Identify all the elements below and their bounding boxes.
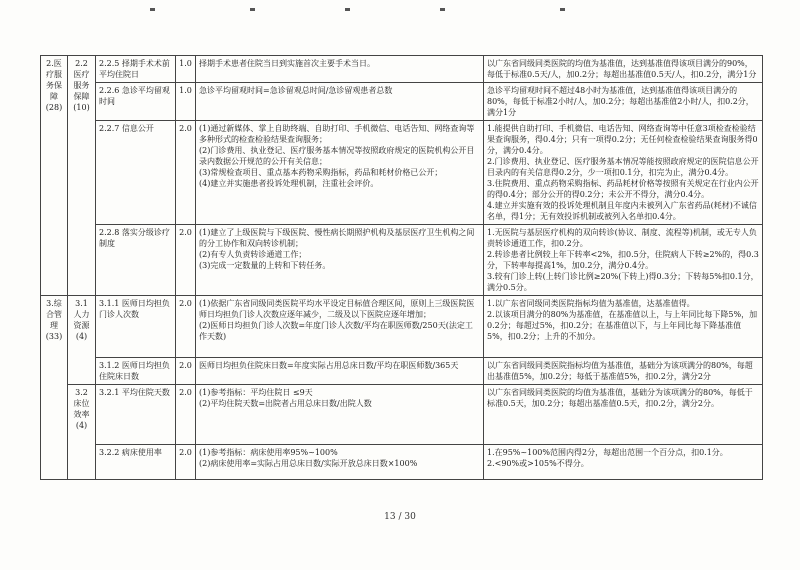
evaluation-table — [40, 55, 763, 480]
scan-mark — [150, 8, 155, 11]
scan-mark — [250, 8, 255, 11]
item-definition — [196, 83, 484, 121]
cell-line: (3)常规检查项目、重点基本药物采购指标，药品和耗材价格已公开； — [199, 168, 443, 177]
item-criteria — [484, 121, 763, 225]
cell-line: (2)平均住院天数=出院者占用总床日数/出院人数 — [199, 399, 372, 408]
cell-line: 1.在95%~100%范围内得2分，每超出范围一个百分点，扣0.1分。 — [487, 448, 728, 457]
item-criteria — [484, 358, 763, 385]
item-definition — [196, 225, 484, 296]
cell-line: 1.以广东省同级同类医院指标均值为基准值，达基准值得。 — [487, 299, 695, 308]
cell-line: 2.<90%或>105%不得分。 — [487, 459, 589, 468]
item-criteria — [484, 56, 763, 83]
item-score: 2.0 — [176, 296, 196, 358]
item-criteria — [484, 385, 763, 445]
cell-line: 3.较有门诊上转(上转门诊比例≥20%(下转上)得0.3分；下转每5%扣0.1分，满分0.5分。 — [487, 272, 759, 292]
item-definition — [196, 56, 484, 83]
item-definition — [196, 358, 484, 385]
cell-line: (1)建立了上级医院与下级医院、慢性病长期照护机构及基层医疗卫生机构之间的分工协作和双向转诊机制； — [199, 228, 475, 248]
cell-line: (3)完成一定数量的上转和下转任务。 — [199, 261, 331, 270]
page-number: 13 / 30 — [384, 512, 416, 522]
table-row — [41, 83, 763, 121]
cell-line: (1)依据广东省同级同类医院平均水平设定目标值合理区间，原则上三级医院医师日均担负门诊人次数应逐年减少，二级及以下医院应逐年增加； — [199, 299, 475, 319]
cell-line: 2.转诊患者比例较上年下转率<2%，扣0.5分，住院病人下转≥2%的，得0.3分，下转率每提高1%，加0.2分，满分0.4分。 — [487, 250, 759, 270]
cell-line: (1)参考指标：病床使用率95%~100% — [199, 448, 338, 457]
item-criteria — [484, 445, 763, 480]
item-definition — [196, 296, 484, 358]
item-code: 3.1.1 医师日均担负门诊人次数 — [96, 296, 176, 358]
item-code: 2.2.7 信息公开 — [96, 121, 176, 225]
item-code: 3.2.1 平均住院天数 — [96, 385, 176, 445]
item-definition — [196, 385, 484, 445]
cell-line: (1)参考指标：平均住院日 ≤9天 — [199, 388, 313, 397]
item-score: 1.0 — [176, 56, 196, 83]
table-row — [41, 445, 763, 480]
cell-line: (2)有专人负责转诊通道工作； — [199, 250, 307, 259]
cell-line: 择期手术患者住院当日到实施首次主要手术当日。 — [199, 59, 375, 68]
cell-line: 以广东省同级同类医院的均值为基准值，达到基准值得该项目满分的90%，每低于标准0.5天/人，加0.2分；每超出基准值0.5天/人，扣0.2分，满分1分 — [487, 59, 757, 79]
item-code: 2.2.5 择期手术术前平均住院日 — [96, 56, 176, 83]
cell-line: (4)建立并实施患者投诉处理机制，注重社会评价。 — [199, 179, 379, 188]
item-score: 2.0 — [176, 225, 196, 296]
item-score: 2.0 — [176, 385, 196, 445]
scan-mark — [345, 8, 350, 11]
cell-line: (2)医师日均担负门诊人次数=年度门诊人次数/平均在职医师数/250天(法定工作天数) — [199, 321, 473, 341]
cell-line: 4.建立并实施有效的投诉处理机制且年度内未被列入广东省药品(耗材)不诚信名单，得1分；无有效投诉机制或被列入名单扣0.4分。 — [487, 201, 757, 221]
table-row — [41, 358, 763, 385]
table-row — [41, 385, 763, 445]
subcategory-cell: 2.2 医疗服务保障(10) — [68, 56, 96, 296]
cell-line: 2.以该项目满分的80%为基准值，在基准值以上，与上年同比每下降5%，加0.2分；每超过5%，扣0.2分；在基准值以下，与上年同比每下降基准值5%，扣0.2分；上升的不加分。 — [487, 310, 758, 341]
subcategory-cell: 3.2 床位效率(4) — [68, 385, 96, 480]
cell-line: (1)通过新媒体、掌上自助终端、自助打印、手机微信、电话告知、网络查询等多种形式的检查检验结果查询服务； — [199, 124, 475, 144]
cell-line: (2)门诊费用、执业登记、医疗服务基本情况等按照政府规定的医院机构公开目录内数据公开规范的公开有关信息； — [199, 146, 475, 166]
cell-line: 1.能提供自助打印、手机微信、电话告知、网络查询等中任意3项检查检验结果查询服务，得0.4分；只有一项得0.2分；无任何检查检验结果查询服务得0分，满分0.4分。 — [487, 124, 758, 155]
item-code: 3.2.2 病床使用率 — [96, 445, 176, 480]
cell-line: 以广东省同级同类医院指标均值为基准值，基础分为该项满分的80%，每超出基准值5%，加0.2分；每低于基准值5%，扣0.2分，满分2分 — [487, 361, 753, 381]
cell-line: 以广东省同级同类医院的均值为基准值，基础分为该项满分的80%，每低于标准0.5天，加0.2分；每超出基准值0.5天，扣0.2分，满分2分。 — [487, 388, 753, 408]
item-code: 2.2.6 急诊平均留观时间 — [96, 83, 176, 121]
table-row — [41, 56, 763, 83]
category-cell: 2.医疗服务保障(28) — [41, 56, 68, 296]
item-code: 2.2.8 落实分级诊疗制度 — [96, 225, 176, 296]
subcategory-cell: 3.1 人力资源(4) — [68, 296, 96, 385]
item-criteria — [484, 296, 763, 358]
cell-line: 医师日均担负住院床日数=年度实际占用总床日数/平均在职医师数/365天 — [199, 361, 459, 370]
cell-line: 急诊平均留观时间不超过48小时为基准值，达到基准值得该项目满分的80%，每低于标准2小时/人，加0.2分；每超出基准值2小时/人，扣0.2分，满分1分 — [487, 86, 754, 117]
item-definition — [196, 121, 484, 225]
cell-line: 3.住院费用、重点药物采购指标、药品耗材价格等按照有关规定在行业内公开的得0.4分；部分公开的得0.2分；未公开不得分，满分0.4分。 — [487, 179, 759, 199]
item-score: 2.0 — [176, 445, 196, 480]
table-row — [41, 225, 763, 296]
cell-line: 2.门诊费用、执业登记、医疗服务基本情况等能按照政府规定的医院信息公开目录内的有关信息得0.2分，少一项扣0.1分，扣完为止，满分0.4分。 — [487, 157, 759, 177]
cell-line: 1.无医院与基层医疗机构的双向转诊(协议、制度、流程等)机制，或无专人负责转诊通道工作，扣0.2分。 — [487, 228, 757, 248]
item-criteria — [484, 83, 763, 121]
item-code: 3.1.2 医师日均担负住院床日数 — [96, 358, 176, 385]
item-score: 2.0 — [176, 358, 196, 385]
cell-line: 急诊平均留观时间=急诊留观总时间/急诊留观患者总数 — [199, 86, 393, 95]
item-criteria — [484, 225, 763, 296]
item-score: 1.0 — [176, 83, 196, 121]
category-cell: 3.综合管理(33) — [41, 296, 68, 480]
item-score: 2.0 — [176, 121, 196, 225]
table-row — [41, 121, 763, 225]
cell-line: (2)病床使用率=实际占用总床日数/实际开放总床日数×100% — [199, 459, 418, 468]
item-definition — [196, 445, 484, 480]
scan-mark — [440, 8, 445, 11]
table-row — [41, 296, 763, 358]
scan-mark — [560, 8, 565, 11]
